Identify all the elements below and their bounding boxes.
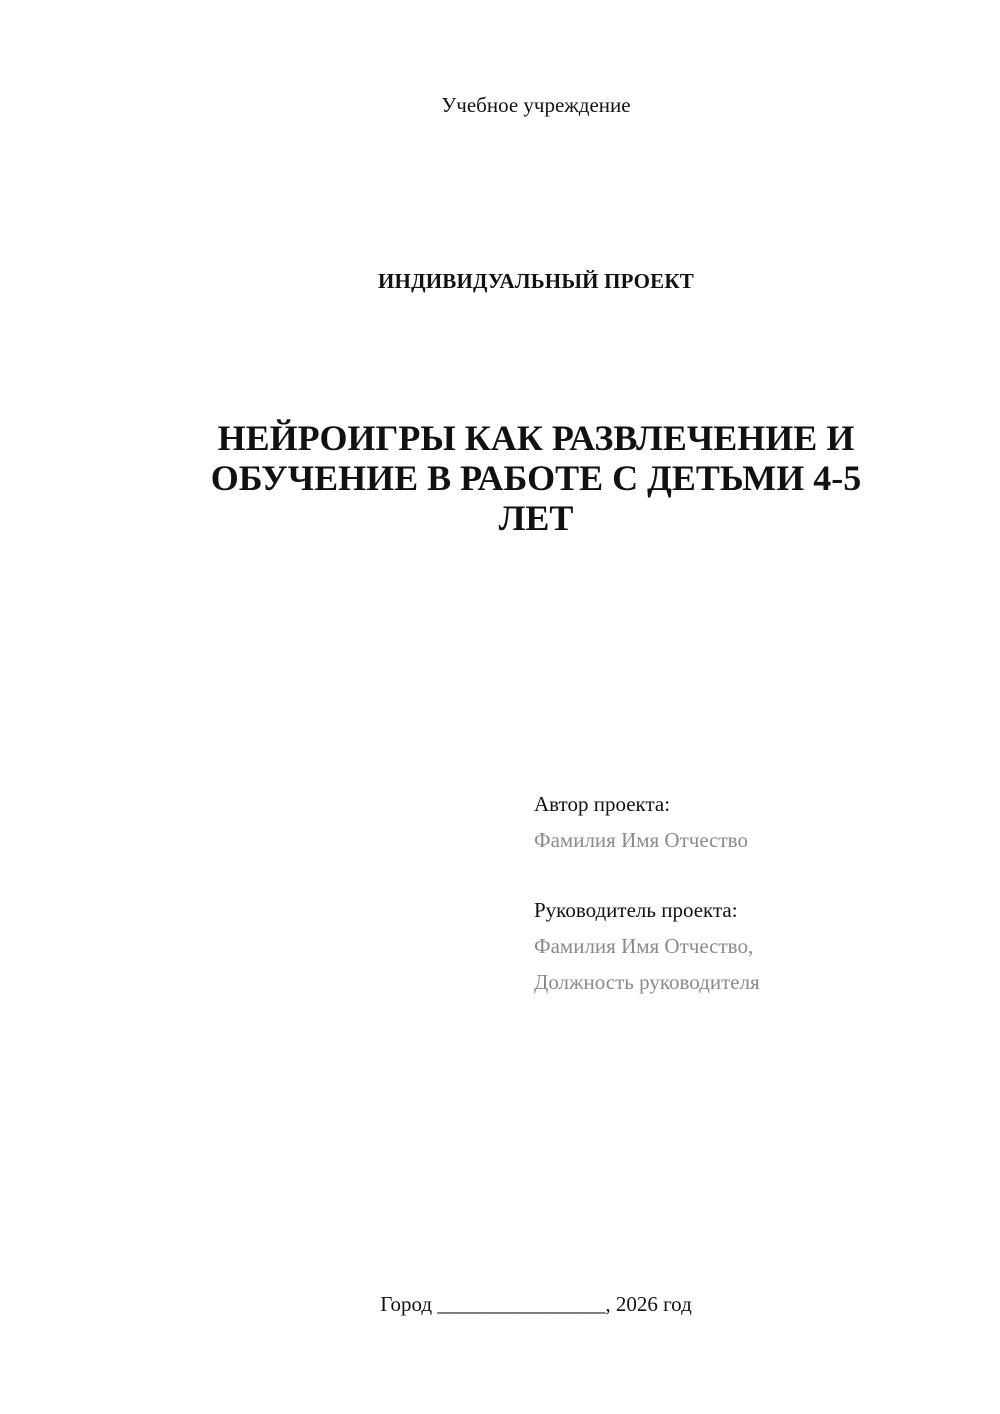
project-people-block xyxy=(534,786,934,1000)
project-title-line: НЕЙРОИГРЫ КАК РАЗВЛЕЧЕНИЕ И xyxy=(217,418,855,458)
project-type-heading: ИНДИВИДУАЛЬНЫЙ ПРОЕКТ xyxy=(378,269,694,293)
project-title-line: ЛЕТ xyxy=(498,498,574,538)
author-name-placeholder: Фамилия Имя Отчество xyxy=(534,828,748,852)
institution-name: Учебное учреждение xyxy=(441,93,631,117)
city-year-footer: Город ________________, 2026 год xyxy=(380,1292,692,1316)
author-label: Автор проекта: xyxy=(534,792,671,816)
spacer xyxy=(534,858,934,892)
project-title-line: ОБУЧЕНИЕ В РАБОТЕ С ДЕТЬМИ 4-5 xyxy=(210,458,862,498)
supervisor-position-placeholder: Должность руководителя xyxy=(534,970,760,994)
project-title xyxy=(176,418,896,538)
supervisor-label: Руководитель проекта: xyxy=(534,898,738,922)
supervisor-name-placeholder: Фамилия Имя Отчество, xyxy=(534,934,754,958)
